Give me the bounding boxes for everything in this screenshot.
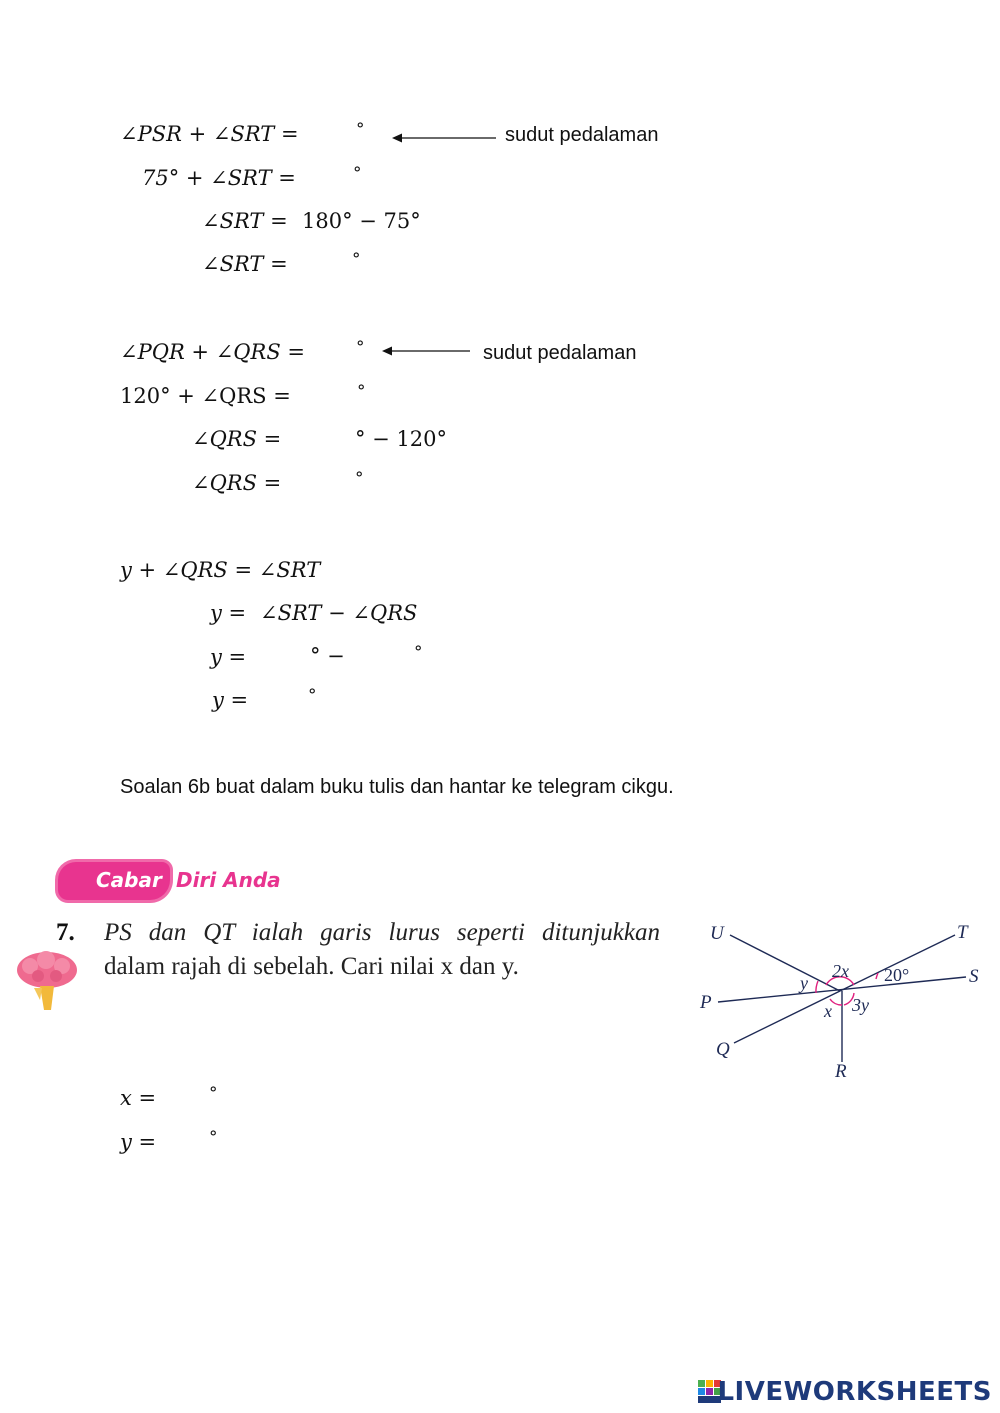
b1-line2-lhs: 75° + ∠SRT = bbox=[142, 166, 296, 190]
b3-line4-lhs: y = bbox=[212, 688, 249, 712]
b2-arrow bbox=[382, 344, 472, 358]
b3-line4-degree: ° bbox=[308, 686, 317, 706]
label-angle-3y: 3y bbox=[852, 995, 869, 1015]
b3-line1: y + ∠QRS = ∠SRT bbox=[120, 558, 321, 582]
b1-arrow bbox=[392, 131, 498, 145]
b3-line2-lhs: y = bbox=[210, 601, 247, 625]
b1-line1-degree: ° bbox=[356, 120, 365, 140]
brain-icon bbox=[14, 948, 80, 1014]
b3-line3-mid: ° − bbox=[310, 644, 345, 668]
label-s: S bbox=[969, 966, 979, 987]
b2-line3-rhs: ° − 120° bbox=[355, 427, 448, 451]
b2-line2-degree: ° bbox=[357, 382, 366, 402]
label-angle-20: 20° bbox=[884, 965, 910, 985]
label-u: U bbox=[710, 923, 724, 944]
b2-note: sudut pedalaman bbox=[483, 342, 637, 364]
badge-left-label: Cabar bbox=[96, 868, 162, 892]
b3-line3-lhs: y = bbox=[210, 645, 247, 669]
answer-y-lhs: y = bbox=[120, 1130, 157, 1154]
instruction-text: Soalan 6b buat dalam buku tulis dan hantar ke telegram cikgu. bbox=[120, 776, 674, 798]
label-q: Q bbox=[716, 1039, 730, 1060]
question-line2: dalam rajah di sebelah. Cari nilai x dan y. bbox=[104, 953, 519, 980]
label-t: T bbox=[957, 922, 968, 943]
b1-line1-lhs: ∠PSR + ∠SRT = bbox=[120, 122, 299, 146]
b1-line4-lhs: ∠SRT = bbox=[202, 252, 288, 276]
b2-line1-lhs: ∠PQR + ∠QRS = bbox=[120, 340, 305, 364]
answer-x-degree: ° bbox=[209, 1084, 218, 1104]
angle-diagram bbox=[690, 915, 990, 1085]
b2-line4-degree: ° bbox=[355, 469, 364, 489]
liveworksheets-logo: LIVEWORKSHEETS bbox=[717, 1377, 992, 1407]
b1-line4-degree: ° bbox=[352, 250, 361, 270]
b3-line3-degree: ° bbox=[414, 643, 423, 663]
answer-x-lhs: x = bbox=[120, 1086, 157, 1110]
b1-note: sudut pedalaman bbox=[505, 124, 659, 146]
b2-line1-degree: ° bbox=[356, 338, 365, 358]
label-angle-x: x bbox=[824, 1001, 832, 1021]
b1-line2-degree: ° bbox=[353, 164, 362, 184]
line-uo bbox=[730, 935, 840, 991]
label-angle-2x: 2x bbox=[832, 961, 849, 981]
badge-right-label: Diri Anda bbox=[176, 868, 281, 892]
answer-y-degree: ° bbox=[209, 1128, 218, 1148]
b3-line2-rhs: ∠SRT − ∠QRS bbox=[260, 601, 418, 625]
question-line1: PS dan QT ialah garis lurus seperti ditunjukkan bbox=[104, 919, 660, 946]
label-p: P bbox=[700, 992, 712, 1013]
label-r: R bbox=[835, 1061, 847, 1082]
question-number: 7. bbox=[56, 919, 75, 946]
b2-line4-lhs: ∠QRS = bbox=[192, 471, 282, 495]
b1-line3-lhs: ∠SRT = bbox=[202, 209, 288, 233]
b2-line3-lhs: ∠QRS = bbox=[192, 427, 282, 451]
b1-line3-rhs: 180° − 75° bbox=[302, 209, 421, 233]
label-angle-y: y bbox=[800, 973, 808, 993]
b2-line2-lhs: 120° + ∠QRS = bbox=[120, 384, 291, 408]
